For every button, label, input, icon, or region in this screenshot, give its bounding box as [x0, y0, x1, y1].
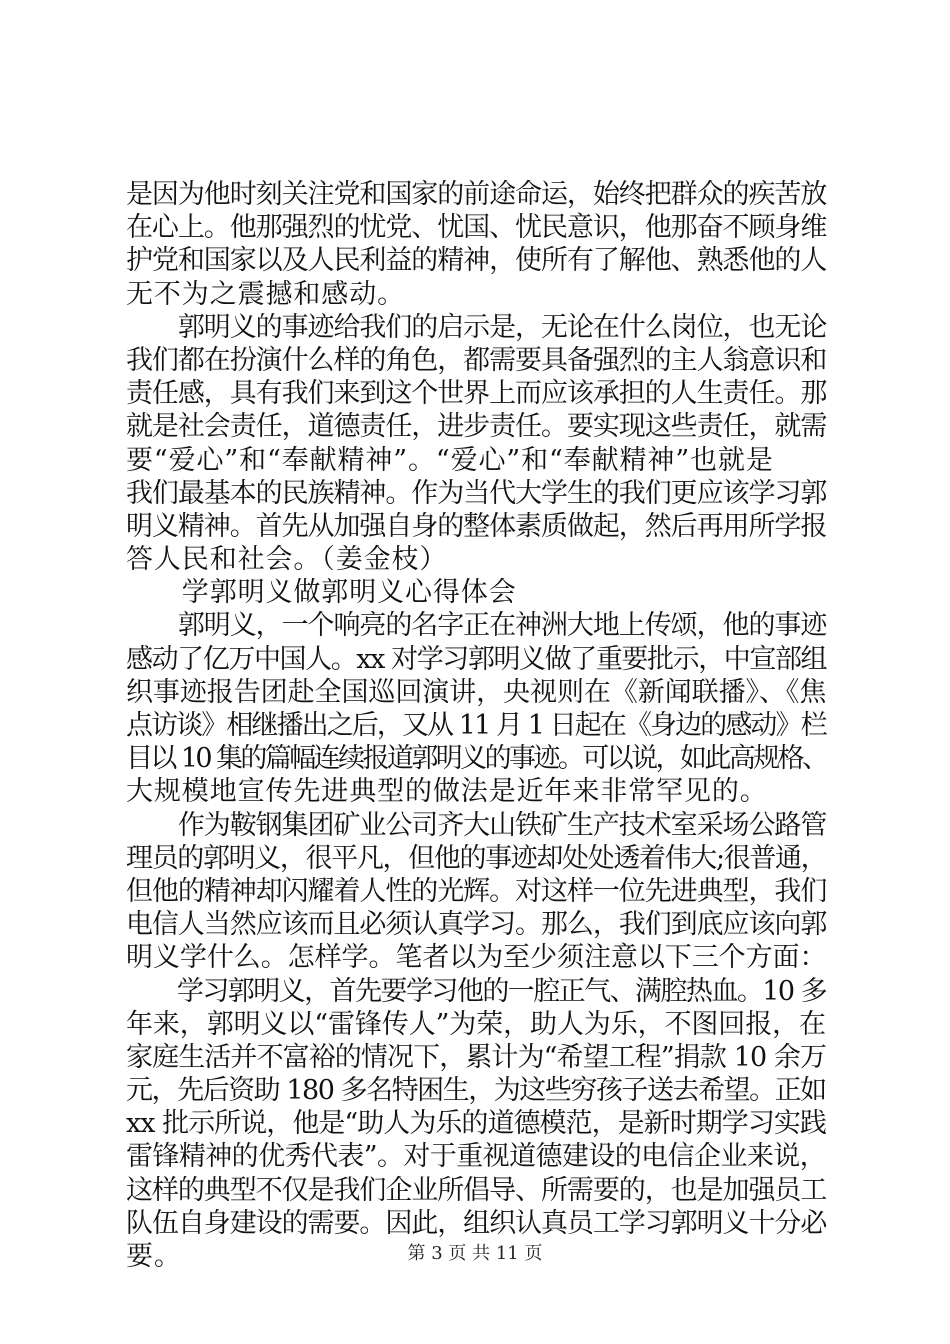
text-line: 电信人当然应该而且必须认真学习。那么，我们到底应该向郭 — [126, 909, 827, 941]
text-line: 年来，郭明义以“雷锋传人”为荣，助人为乐，不图回报，在 — [126, 1008, 826, 1040]
text-line: 目以 10 集的篇幅连续报道郭明义的事迹。可以说，如此高规格、 — [126, 743, 827, 775]
text-line: 感动了亿万中国人。xx 对学习郭明义做了重要批示，中宣部组 — [126, 643, 827, 675]
text-line: 织事迹报告团赴全国巡回演讲，央视则在《新闻联播》、《焦 — [126, 676, 827, 708]
text-line: xx 批示所说，他是“助人为乐的道德模范，是新时期学习实践 — [126, 1108, 826, 1140]
text-line: 无不为之震撼和感动。 — [126, 278, 405, 310]
page-number-footer: 第 3 页 共 11 页 — [407, 1243, 543, 1264]
text-line: 要。 — [126, 1241, 182, 1272]
text-line: 答人民和社会。（姜金枝） — [126, 544, 448, 576]
text-line: 点访谈》相继播出之后，又从 11 月 1 日起在《身边的感动》栏 — [126, 710, 826, 741]
text-line: 队伍自身建设的需要。因此，组织认真员工学习郭明义十分必 — [126, 1207, 827, 1239]
text-line: 我们最基本的民族精神。作为当代大学生的我们更应该学习郭 — [126, 477, 827, 509]
text-line: 要“爱心”和“奉献精神”。“爱心”和“奉献精神”也就是 — [126, 444, 774, 476]
text-line: 明义学什么。怎样学。笔者以为至少须注意以下三个方面： — [126, 942, 827, 974]
text-line: 但他的精神却闪耀着人性的光辉。对这样一位先进典型，我们 — [126, 875, 827, 907]
text-line: 大规模地宣传先进典型的做法是近年来非常罕见的。 — [126, 776, 768, 808]
text-line: 就是社会责任，道德责任，进步责任。要实现这些责任，就需 — [126, 411, 827, 443]
text-line: 我们都在扮演什么样的角色，都需要具备强烈的主人翁意识和 — [126, 344, 827, 376]
text-line: 明义精神。首先从加强自身的整体素质做起，然后再用所学报 — [126, 510, 827, 542]
text-line: 责任感，具有我们来到这个世界上而应该承担的人生责任。那 — [126, 378, 827, 410]
text-line: 家庭生活并不富裕的情况下，累计为“希望工程”捐款 10 余万 — [126, 1041, 827, 1073]
text-line: 护党和国家以及人民利益的精神，使所有了解他、熟悉他的人 — [126, 245, 827, 277]
text-line: 学习郭明义，首先要学习他的一腔正气、满腔热血。10 多 — [126, 975, 827, 1007]
text-line: 郭明义，一个响亮的名字正在神洲大地上传颂，他的事迹 — [126, 610, 827, 642]
text-line: 在心上。他那强烈的忧党、忧国、忧民意识，他那奋不顾身维 — [126, 212, 827, 244]
text-line: 这样的典型不仅是我们企业所倡导、所需要的，也是加强员工 — [126, 1174, 827, 1206]
text-line: 理员的郭明义，很平凡，但他的事迹却处处透着伟大;很普通， — [126, 842, 827, 874]
text-line: 作为鞍钢集团矿业公司齐大山铁矿生产技术室采场公路管 — [126, 809, 827, 841]
text-line: 雷锋精神的优秀代表”。对于重视道德建设的电信企业来说， — [126, 1141, 827, 1173]
body-text — [126, 178, 826, 1273]
text-line: 是因为他时刻关注党和国家的前途命运，始终把群众的疾苦放 — [126, 179, 827, 210]
section-heading: 学郭明义做郭明义心得体会 — [126, 577, 517, 609]
text-line: 元，先后资助 180 多名特困生，为这些穷孩子送去希望。正如 — [126, 1075, 826, 1107]
text-line: 郭明义的事迹给我们的启示是，无论在什么岗位，也无论 — [126, 311, 827, 343]
